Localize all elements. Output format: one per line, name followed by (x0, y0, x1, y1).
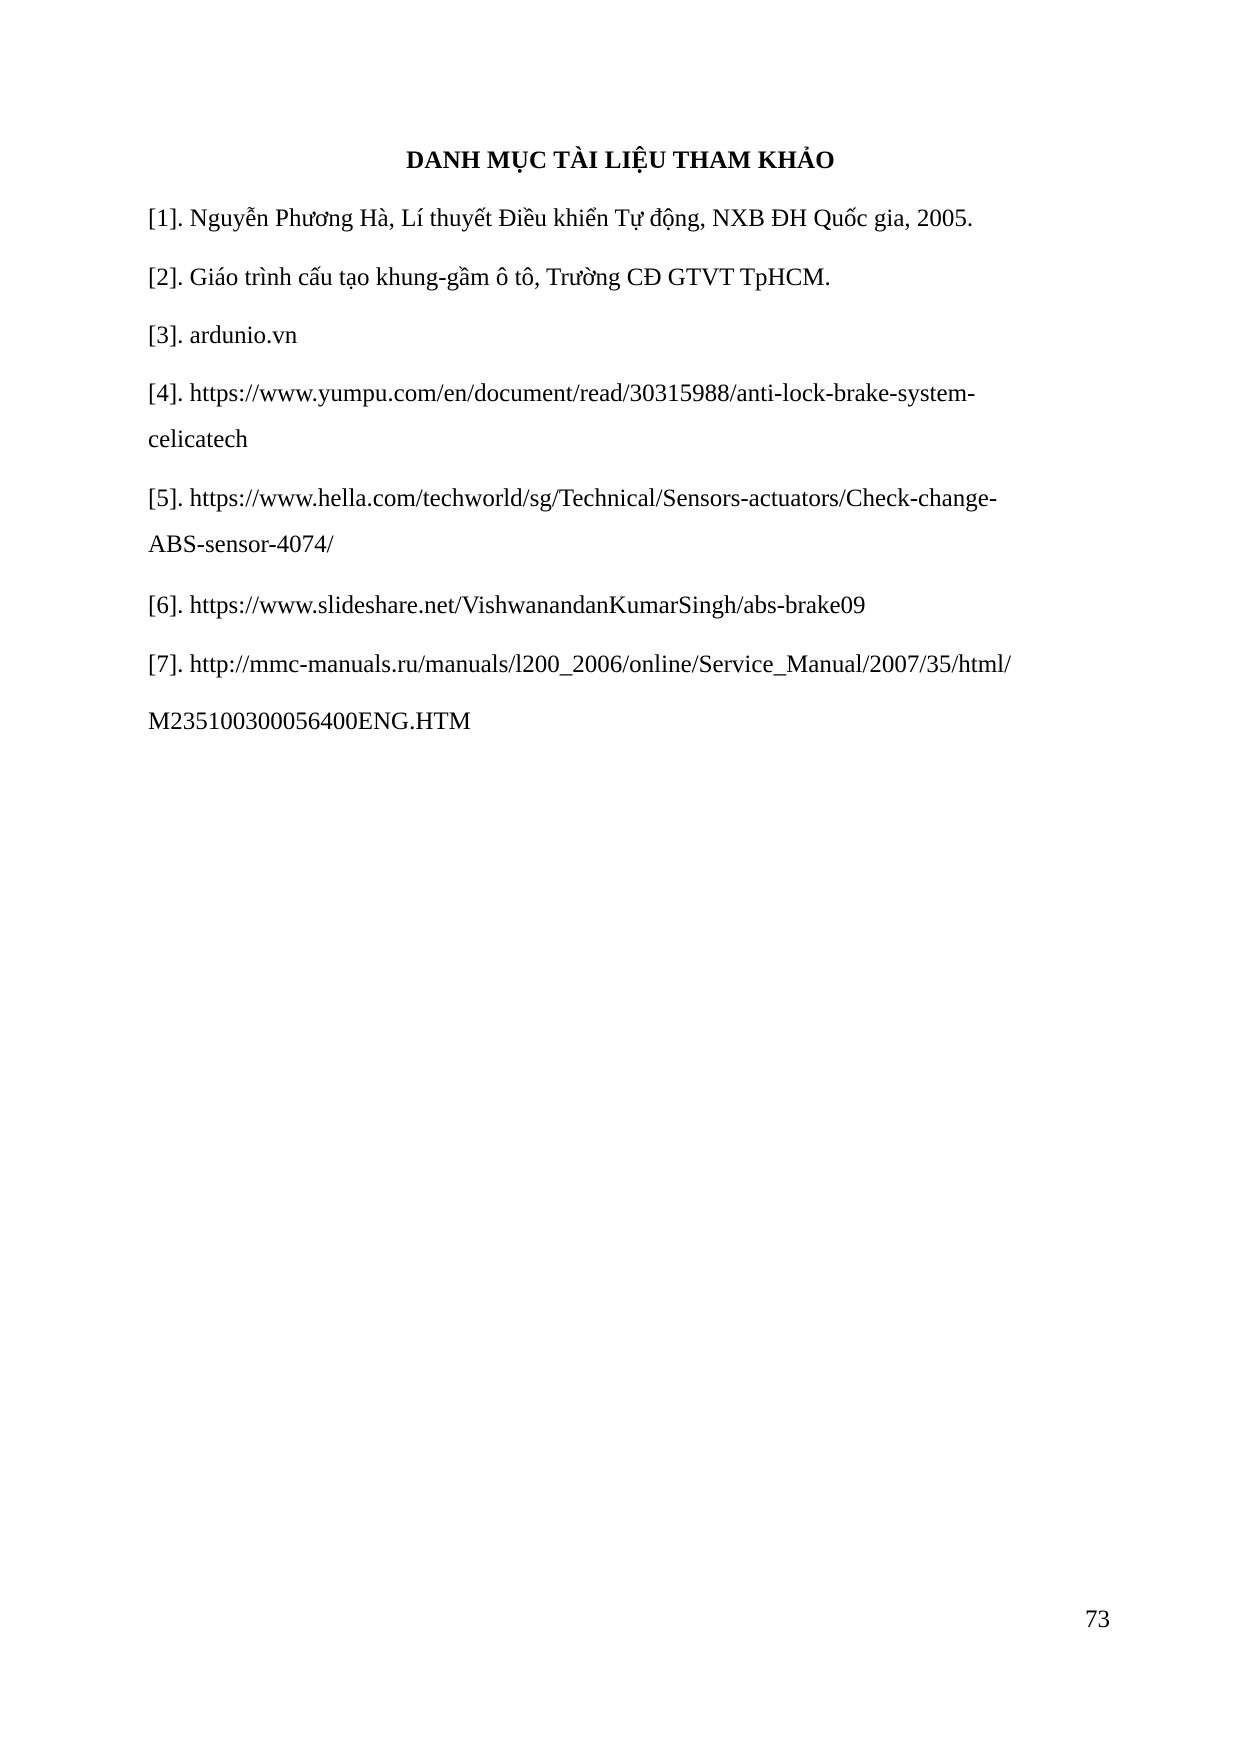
reference-item-6 (148, 591, 866, 621)
reference-link-continuation[interactable]: ABS-sensor-4074/ (148, 531, 334, 558)
reference-item-4 (148, 379, 975, 455)
reference-link[interactable]: [6]. https://www.slideshare.net/VishwanandanKumarSingh/abs-brake09 (148, 592, 866, 619)
reference-item-1 (148, 204, 973, 234)
page-number: 73 (1085, 1606, 1110, 1633)
reference-text: [3]. ardunio.vn (148, 322, 298, 349)
reference-item-3 (148, 321, 297, 351)
reference-text: [2]. Giáo trình cấu tạo khung-gầm ô tô, Trường CĐ GTVT TpHCM. (148, 264, 831, 291)
page-title: DANH MỤC TÀI LIỆU THAM KHẢO (406, 147, 835, 174)
reference-item-2 (148, 263, 831, 293)
reference-link[interactable]: [5]. https://www.hella.com/techworld/sg/Technical/Sensors-actuators/Check-change- (148, 485, 998, 512)
reference-link[interactable]: [4]. https://www.yumpu.com/en/document/read/30315988/anti-lock-brake-system- (148, 380, 976, 407)
reference-text: [1]. Nguyễn Phương Hà, Lí thuyết Điều khiển Tự động, NXB ĐH Quốc gia, 2005. (148, 205, 974, 232)
reference-item-5 (148, 484, 997, 560)
reference-link[interactable]: [7]. http://mmc-manuals.ru/manuals/l200_2006/online/Service_Manual/2007/35/html/ (148, 651, 1012, 678)
reference-item-7 (148, 650, 1011, 737)
reference-link-continuation[interactable]: M235100300056400ENG.HTM (148, 708, 471, 735)
reference-link-continuation[interactable]: celicatech (148, 426, 248, 453)
